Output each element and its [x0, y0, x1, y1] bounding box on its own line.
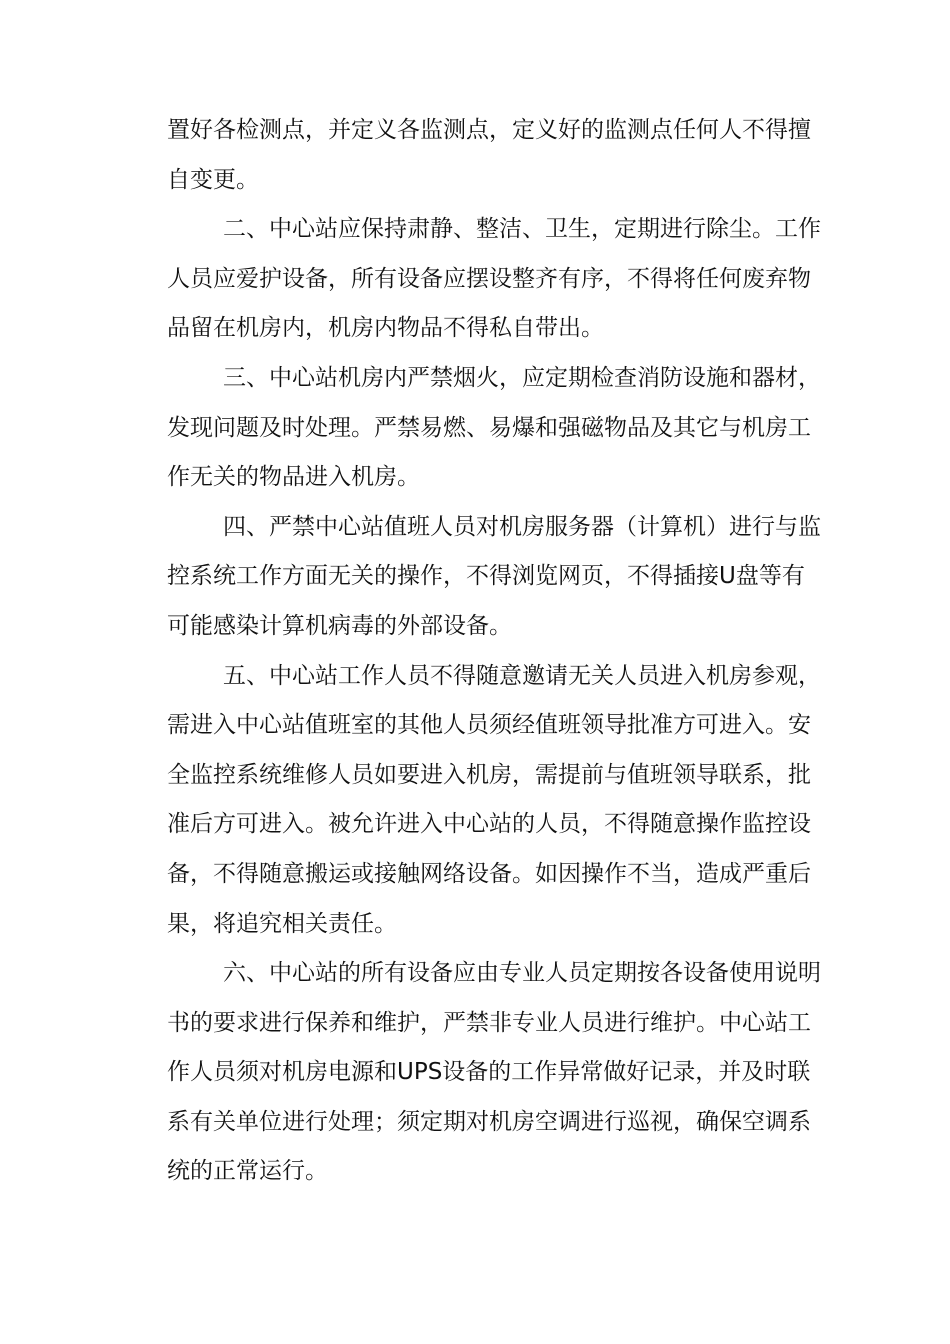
paragraph-rule-5 [167, 652, 867, 950]
text-line: 置好各检测点，并定义各监测点，定义好的监测点任何人不得擅 [167, 117, 811, 143]
paragraph-rule-3 [167, 354, 867, 503]
text-line: 果，将追究相关责任。 [167, 910, 397, 937]
text-line: 品留在机房内，机房内物品不得私自带出。 [167, 315, 604, 342]
text-line: 需进入中心站值班室的其他人员须经值班领导批准方可进入。安 [167, 712, 811, 739]
paragraph-continuation [167, 106, 867, 205]
text-line: 统的正常运行。 [167, 1158, 328, 1185]
text-line: 全监控系统维修人员如要进入机房，需提前与值班领导联系，批 [167, 761, 811, 788]
text-line: 作人员须对机房电源和UPS设备的工作异常做好记录，并及时联 [167, 1059, 811, 1086]
text-line: 控系统工作方面无关的操作，不得浏览网页，不得插接U盘等有 [167, 563, 805, 590]
text-line: 三、中心站机房内严禁烟火，应定期检查消防设施和器材， [223, 364, 821, 391]
text-line: 人员应爱护设备，所有设备应摆设整齐有序，不得将任何废弃物 [167, 265, 811, 292]
document-body [167, 106, 867, 1197]
text-line: 二、中心站应保持肃静、整洁、卫生，定期进行除尘。工作 [223, 216, 821, 243]
text-line: 系有关单位进行处理；须定期对机房空调进行巡视，确保空调系 [167, 1108, 811, 1135]
text-line: 发现问题及时处理。严禁易燃、易爆和强磁物品及其它与机房工 [167, 414, 811, 441]
text-line: 五、中心站工作人员不得随意邀请无关人员进入机房参观， [223, 662, 821, 689]
paragraph-rule-6 [167, 949, 867, 1197]
paragraph-rule-4 [167, 503, 867, 652]
text-line: 六、中心站的所有设备应由专业人员定期按各设备使用说明 [223, 960, 821, 987]
text-line: 可能感染计算机病毒的外部设备。 [167, 612, 512, 639]
text-line: 作无关的物品进入机房。 [167, 464, 420, 491]
text-line: 四、严禁中心站值班人员对机房服务器（计算机）进行与监 [223, 513, 821, 540]
text-line: 自变更。 [167, 166, 259, 193]
text-line: 备，不得随意搬运或接触网络设备。如因操作不当，造成严重后 [167, 860, 811, 887]
paragraph-rule-2 [167, 205, 867, 354]
text-line: 准后方可进入。被允许进入中心站的人员，不得随意操作监控设 [167, 811, 811, 838]
text-line: 书的要求进行保养和维护，严禁非专业人员进行维护。中心站工 [167, 1009, 811, 1036]
